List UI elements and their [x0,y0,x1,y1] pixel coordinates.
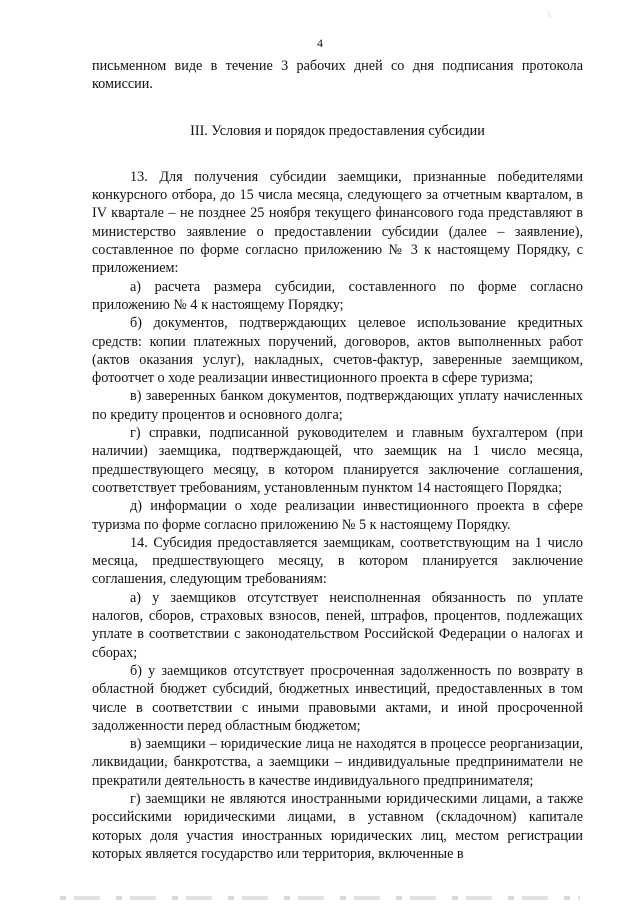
item-13-d: д) информации о ходе реализации инвестиционного проекта в сфере туризма по форме согласно приложению № 5 к настоящему Порядку. [92,498,583,533]
item-14-v: в) заемщики – юридические лица не находятся в процессе реорганизации, ликвидации, банкротства, а заемщики – индивидуальные предприниматели не прекратили деятельность в качестве индивидуального предпринимателя; [92,736,583,789]
item-14-a: а) у заемщиков отсутствует неисполненная обязанность по уплате налогов, сборов, страховых взносов, пеней, штрафов, процентов, подлежащих уплате в соответствии с законодательством Российской Федерации о налогах и сборах; [92,589,583,661]
item-14-b: б) у заемщиков отсутствует просроченная задолженность по возврату в областной бюджет субсидий, бюджетных инвестиций, предоставленных в том числе в соответствии с иными правовыми актами, и иной просроченной задолженности перед областным бюджетом; [92,662,583,734]
scan-artifact-strip [60,896,580,900]
item-14-g: г) заемщики не являются иностранными юридическими лицами, а также российскими юридическими лицами, в уставном (складочном) капитале которых доля участия иностранных юридических лиц, местом регистрации которых является государство или территория, включенные в [92,790,583,862]
paragraph-14: 14. Субсидия предоставляется заемщикам, соответствующим на 1 число месяца, предшествующего месяцу, в котором планируется заключение соглашения, следующим требованиям: [92,534,583,588]
page-number: 4 [317,36,323,50]
paragraph-13: 13. Для получения субсидии заемщики, признанные победителями конкурсного отбора, до 15 числа месяца, следующего за отчетным кварталом, в IV квартале – не позднее 25 ноября текущего финансового года представляют в министерство заявление о предоставлении субсидии (далее – заявление), составленное по форме согласно приложению № 3 к настоящему Порядку, с приложением: [92,168,583,277]
scan-corner-mark: \ [548,10,551,21]
item-13-g: г) справки, подписанной руководителем и главным бухгалтером (при наличии) заемщика, подтверждающей, что заемщик на 1 число месяца, предшествующего месяцу, в котором планируется заключение соглашения, соответствует требованиям, установленным пунктом 14 настоящего Порядка; [92,425,583,496]
item-13-a: а) расчета размера субсидии, составленного по форме согласно приложению № 4 к настоящему Порядку; [92,278,583,313]
section-heading: III. Условия и порядок предоставления субсидии [190,122,485,139]
document-body [92,57,583,863]
item-13-v: в) заверенных банком документов, подтверждающих уплату начисленных по кредиту процентов и основного долга; [92,388,583,423]
item-13-b: б) документов, подтверждающих целевое использование кредитных средств: копии платежных поручений, договоров, актов выполненных работ (актов оказания услуг), накладных, счетов-фактур, заверенные заемщиком, фотоотчет о ходе реализации инвестиционного проекта в сфере туризма; [92,315,583,387]
intro-paragraph: письменном виде в течение 3 рабочих дней со дня подписания протокола комиссии. [92,58,583,93]
